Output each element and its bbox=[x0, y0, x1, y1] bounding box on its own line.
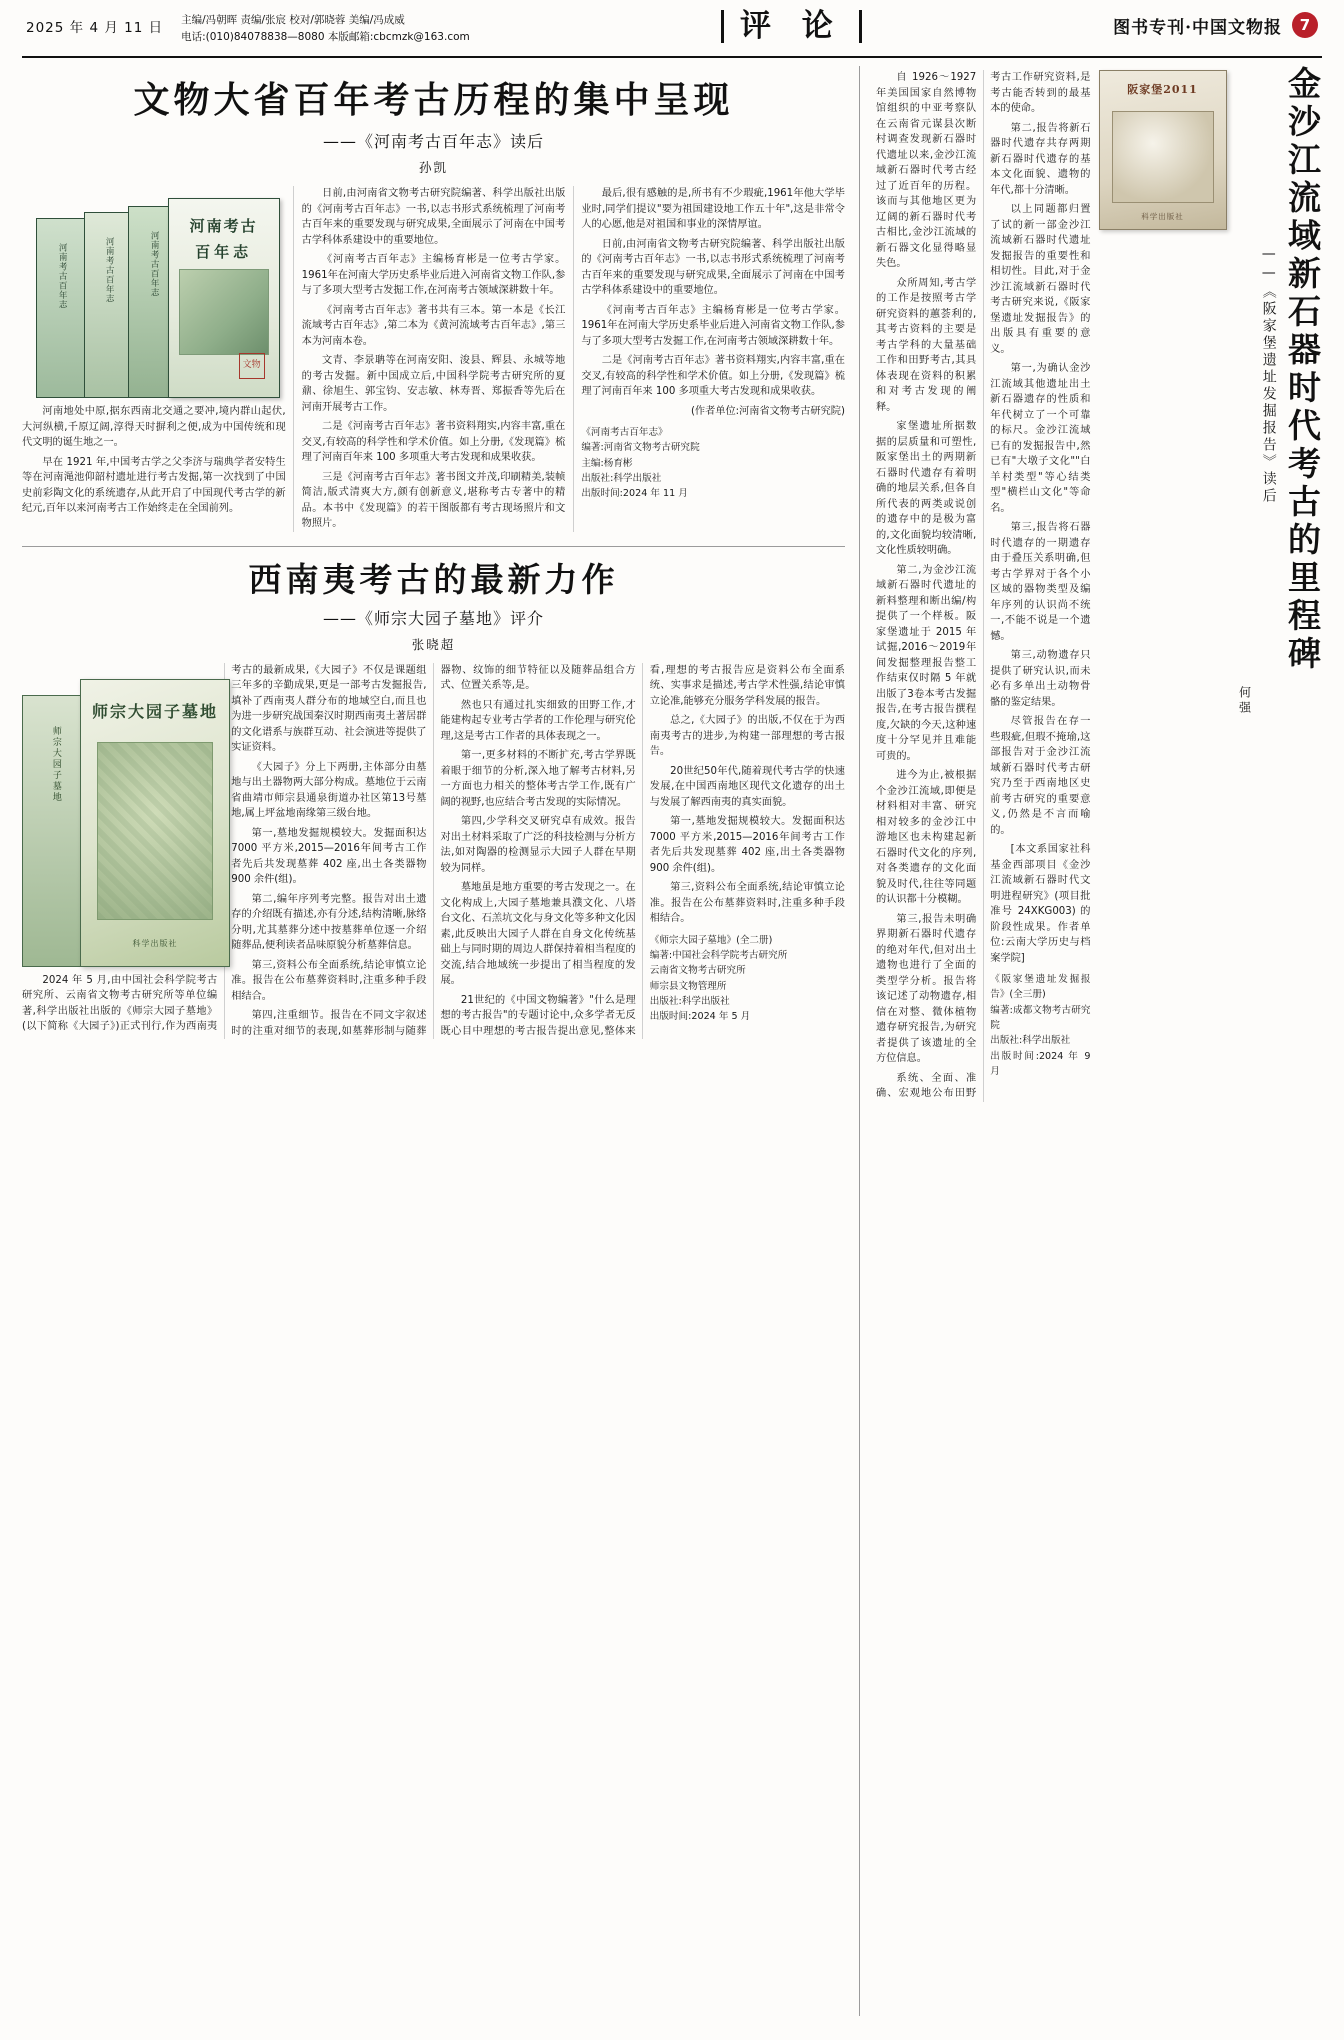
book-spine-1-text: 河南考古百年志 bbox=[57, 243, 68, 310]
paragraph: 《大园子》分上下两册,主体部分由墓地与出土器物两大部分构成。墓地位于云南省曲靖市师宗县通泉街道办社区第13号墓地,属上坪盆地南缘第三级台地。 bbox=[231, 761, 427, 820]
book-cover-report bbox=[1099, 70, 1227, 230]
paragraph: 然也只有通过扎实细致的田野工作,才能建构起专业考古学者的工作伦理与研究伦理,这是考古工作者的具体表现之一。 bbox=[440, 699, 636, 742]
paragraph: 第二,编年序列考完整。报告对出土遗存的介绍既有描述,亦有分述,结构清晰,脉络分明,尤其墓葬分述中按墓葬单位逐一介绍随葬品,便利读者品味原貌分析墓葬信息。 bbox=[231, 893, 427, 952]
paragraph: 众所周知,考古学的工作是按照考古学研究资料的蕙荟利的,其考古资料的主要是考古学科的大量基础工作和田野考古,其具体表现在资料的积累和对考古发现的阐释。 bbox=[876, 277, 977, 413]
colophon-line: 编著:中国社会科学院考古研究所 bbox=[649, 950, 788, 962]
imprint-block bbox=[181, 10, 470, 47]
section-title: 评 论 bbox=[721, 10, 862, 43]
paragraph: 以上同题都归置了试的新一部金沙江流域新石器时代遗址发掘报告的重要性和相切性。目此,对于金沙江流域新石器时代考古研究来说,《阪家堡遗址发掘报告》的出版具有重要的意义。 bbox=[990, 204, 1091, 355]
article-henan-archaeology bbox=[22, 78, 845, 532]
article2-body bbox=[22, 663, 845, 1040]
article3-subhead: ——《阪家堡遗址发掘报告》读后 bbox=[1260, 246, 1277, 505]
book-publisher: 科学出版社 bbox=[1141, 212, 1184, 221]
paragraph: 20世纪50年代,随着现代考古学的快速发展,在中国西南地区现代文化遗存的出土与发展了解西南夷的真实面貌。 bbox=[649, 765, 845, 808]
book-title: 阪家堡2011 bbox=[1127, 83, 1198, 96]
book-title: 师宗大园子墓地 bbox=[91, 701, 219, 721]
paragraph: 第四,少学科交叉研究卓有成效。报告对出土材料采取了广泛的科技检测与分析方法,如对陶器的检测显示大园子人群在早期较为同样。 bbox=[440, 816, 636, 874]
paragraph: 三是《河南考古百年志》著书图文并茂,印刷精美,装帧简洁,版式清爽大方,颜有创新意义,堪称考古专著中的精品。本书中《发现篇》的若干图版都有考古现场照片和文物照片。 bbox=[301, 471, 566, 529]
imprint-line-1: 主编/冯朝晖 责编/张宸 校对/郭晓蓉 美编/冯成威 bbox=[181, 14, 405, 26]
book-spine bbox=[22, 695, 88, 967]
colophon-line: 出版时间:2024 年 9 月 bbox=[990, 1050, 1091, 1078]
colophon-line: 出版时间:2024 年 5 月 bbox=[649, 1011, 751, 1023]
paragraph: 系统、全面、准确、宏观地公布田野考古工作研究资料,是考古能否转到的最基本的使命。 bbox=[876, 72, 1091, 1099]
article3-footnote: [本文系国家社科基金西部项目《金沙江流域新石器时代文明进程研究》(项目批准号 24XKG003) 的阶段性成果。作者单位:云南大学历史与档案学院] bbox=[990, 844, 1091, 964]
paragraph: 进今为止,被根据个金沙江流域,即便是材料相对丰富、研究相对较多的金沙江中游地区也未构建起新石器时代文化的序列,对各类遗存的文化面貌及时代,往往等同题的认识都十分模糊。 bbox=[876, 770, 977, 905]
article1-subhead: ——《河南考古百年志》读后 bbox=[322, 132, 544, 151]
paragraph: 家堡遗址所据数据的层质量和可塑性,阪家堡出土的两期新石器时代遗存有着明确的地层关系,但各自所代表的两类或说创的遗存中的是极为富的,文化面貌均较清晰,文化性质较明确。 bbox=[876, 421, 977, 556]
paragraph: 总之,《大园子》的出版,不仅在于为西南夷考古的进步,为构建一部理想的考古报告。 bbox=[649, 715, 845, 758]
section-title-wrap bbox=[470, 10, 1113, 43]
colophon-line: 师宗县文物管理所 bbox=[649, 980, 727, 992]
article2-colophon bbox=[650, 933, 845, 1025]
publication-name: 图书专刊·中国文物报 bbox=[1113, 17, 1282, 38]
paragraph: 最后,很有感触的是,所书有不少瑕疵,1961年他大学毕业时,同学们提议"要为祖国建设地工作五十年",这是非常令人的心愿,他是对祖国和事业的深情厚谊。 bbox=[581, 188, 845, 230]
imprint-line-2: 电话:(010)84078838—8080 本版邮箱:cbcmzk@163.com bbox=[181, 31, 470, 44]
paragraph: 自 1926～1927 年美国国家自然博物馆组织的中亚考察队在云南省元谋县次断村调查发现新石器时代遗址以来,金沙江流域新石器时代考古经过了近百年的历程。该而与其他地区更为辽阔的新石器时代考古相比,金沙江流域的新石器文化显得略显失色。 bbox=[876, 72, 977, 269]
paragraph: 2024 年 5 月,由中国社会科学院考古研究所、云南省文物考古研究所等单位编著,科学出版社出版的《师宗大园子墓地》(以下简称《大园子》)正式刊行,作为西南夷考古的最新成果,《大园子》不仅是课题组三年多的辛勤成果,更是一部考古发掘报告,填补了西南夷人群分布的地域空白,而且也为进一步研究战国秦汉时期西南夷土著居群的文化谱系与族群互动、社会演进等提供了实证资料。 bbox=[22, 664, 427, 1033]
paragraph: 日前,由河南省文物考古研究院编著、科学出版社出版的《河南考古百年志》一书,以志书形式系统梳理了河南考古百年来的重要发现与研究成果,全面展示了河南在中国考古学科体系建设中的重要地位。 bbox=[301, 188, 566, 246]
paragraph: 《河南考古百年志》著书共有三本。第一本是《长江流域考古百年志》,第二本为《黄河流域考古百年志》,第三本为河南本卷。 bbox=[301, 304, 566, 347]
colophon-line: 出版时间:2024 年 11 月 bbox=[581, 488, 688, 500]
article1-credit: (作者单位:河南省文物考古研究院) bbox=[690, 405, 845, 417]
article2-headline: 西南夷考古的最新力作 bbox=[248, 559, 619, 599]
issue-date: 2025 年 4 月 11 日 bbox=[26, 20, 164, 36]
colophon-line: 《河南考古百年志》 bbox=[581, 427, 668, 438]
paragraph: 第三,动物遗存只提供了研究认识,而未必有多单出土动物骨骼的鉴定结果。 bbox=[990, 650, 1091, 708]
article2-byline: 张晓超 bbox=[411, 636, 456, 652]
colophon-line: 编著:河南省文物考古研究院 bbox=[581, 442, 700, 454]
paragraph: 第三,资料公布全面系统,结论审慎立论准。报告在公布墓葬资料时,注重多种手段相结合。 bbox=[649, 882, 845, 925]
colophon-line: 出版社:科学出版社 bbox=[649, 996, 730, 1008]
book-spine-1 bbox=[36, 218, 88, 398]
paragraph: 二是《河南考古百年志》著书资料翔实,内容丰富,重在交叉,有较高的科学性和学术价值。如上分册,《发现篇》梳理了河南百年来 100 多项重大考古发现和成果收获。 bbox=[301, 421, 566, 463]
paragraph: 第一,墓地发掘规模较大。发掘面积达 7000 平方米,2015—2016年间考古工作者先后共发现墓葬 402 座,出土各类器物 900 余件(组)。 bbox=[649, 816, 845, 874]
paragraph: 《河南考古百年志》主编杨育彬是一位考古学家。1961年在河南大学历史系毕业后进入河南省文物工作队,参与了多项大型考古发掘工作,在河南考古领域深耕数十年。 bbox=[301, 254, 566, 296]
book-title-line2: 百年志 bbox=[195, 243, 253, 261]
right-column bbox=[860, 66, 1320, 2016]
colophon-line: 主编:杨育彬 bbox=[581, 457, 633, 469]
book-spine-3-text: 河南考古百年志 bbox=[149, 231, 160, 298]
book-cover-artwork bbox=[1112, 111, 1214, 203]
book-cover-henan bbox=[36, 188, 286, 398]
paragraph: 第四,注重细节。报告在不同文字叙述时的注重对细节的表现,如墓葬形制与随葬器物、纹饰的细节特征以及随葬品组合方式、位置关系等,是。 bbox=[231, 664, 636, 1037]
colophon-line: 《师宗大园子墓地》(全二册) bbox=[649, 934, 773, 946]
article1-body bbox=[22, 186, 845, 532]
page-number-badge: 7 bbox=[1292, 12, 1318, 38]
paragraph: 墓地虽是地方重要的考古发现之一。在文化构成上,大园子墓地兼具濮文化、八塔台文化、石羔坑文化与身文化等多种文化因素,此反映出大园子人群在自身文化传统基础上与同时期的周边人群保持着相当程度的交流,结合地域统一步提出了相当程度的发展。 bbox=[440, 882, 636, 987]
paragraph: 日前,由河南省文物考古研究院编著、科学出版社出版的《河南考古百年志》一书,以志书形式系统梳理了河南考古百年来的重要发现与研究成果,全面展示了河南在中国考古学科体系建设中的重要地位。 bbox=[581, 238, 845, 296]
article1-headline: 文物大省百年考古历程的集中呈现 bbox=[133, 79, 734, 121]
article-shizong-dayuanzi bbox=[22, 559, 845, 1040]
paragraph: 21世纪的《中国文物编著》"什么是理想的考古报告"的专题讨论中,众多学者无反既心目中理想的考古报告提出意见,整体来看,理想的考古报告应是资料公布全面系统、实事求是描述,考古学术性强,结论审慎立论准,能够充分服务学科发展的报告。 bbox=[440, 664, 845, 1037]
paragraph: 二是《河南考古百年志》著书资料翔实,内容丰富,重在交叉,有较高的科学性和学术价值。如上分册,《发现篇》梳理了河南百年来 100 多项重大考古发现和成果收获。 bbox=[581, 355, 845, 397]
colophon-line: 出版社:科学出版社 bbox=[990, 1035, 1071, 1047]
article1-byline: 孙凯 bbox=[418, 160, 448, 175]
colophon-line: 云南省文物考古研究所 bbox=[649, 965, 746, 977]
paragraph: 第二,报告将新石器时代遗存共存两期新石器时代遗存的基本文化面貌、遗物的年代,都十分清晰。 bbox=[990, 122, 1091, 196]
paragraph: 早在 1921 年,中国考古学之父李济与瑞典学者安特生等在河南渑池仰韶村遗址进行考古发掘,第一次找到了中国史前彩陶文化的系统遗存,从此开启了中国现代考古学的新纪元,百年以来河南考古工作始终走在全国前列。 bbox=[22, 456, 286, 514]
article3-title-block bbox=[1237, 66, 1320, 806]
article1-colophon bbox=[581, 425, 845, 502]
book-spine-2 bbox=[84, 212, 134, 398]
book-cover-artwork bbox=[97, 742, 213, 920]
paragraph: 尽管报告在存一些瑕疵,但瑕不掩瑜,这部报告对于金沙江流域新石器时代考古研究乃至于西南地区史前考古研究的重要意义,仍然是不言而喻的。 bbox=[990, 716, 1091, 836]
paragraph: 第三,报告未明确界期新石器时代遗存的绝对年代,但对出土遗物也进行了全面的类型学分析。报告将该记述了动物遗存,相信在对整、微体植物遗存研究报告,为研究者提供了该遗址的全方位信息。 bbox=[876, 913, 977, 1064]
paragraph: 第一,墓地发掘规模较大。发掘面积达 7000 平方米,2015—2016年间考古工作者先后共发现墓葬 402 座,出土各类器物 900 余件(组)。 bbox=[231, 827, 427, 886]
paragraph: 第三,报告将石器时代遗存的一期遗存由于叠压关系明确,但考古学界对于各个小区域的器物类型及编年序列的认识尚不统一,不能不说是一个遗憾。 bbox=[990, 522, 1091, 642]
book-cover-shizong bbox=[22, 667, 242, 967]
book-spine-text: 师宗大园子墓地 bbox=[50, 725, 61, 803]
article3-headline: 金沙江流域新石器时代考古的里程碑 bbox=[1283, 66, 1322, 674]
article3-body bbox=[876, 66, 1091, 1102]
left-column bbox=[22, 66, 860, 2016]
paragraph: 第一,更多材料的不断扩充,考古学界既着眼于细节的分析,深入地了解考古材料,另一方面也力相关的整体考古学工作,既有广阔的视野,也应结合考古发现的实际情况。 bbox=[440, 750, 636, 808]
paragraph: 《河南考古百年志》主编杨育彬是一位考古学家。1961年在河南大学历史系毕业后进入河南省文物工作队,参与了多项大型考古发掘工作,在河南考古领域深耕数十年。 bbox=[581, 304, 845, 347]
brand-block bbox=[1113, 10, 1318, 38]
masthead bbox=[22, 0, 1322, 58]
book-front-cover bbox=[168, 198, 280, 398]
book-front-cover bbox=[80, 679, 230, 967]
article3-colophon bbox=[990, 972, 1090, 1079]
colophon-line: 《阪家堡遗址发掘报告》(全三册) bbox=[990, 974, 1091, 1001]
paragraph: 第三,资料公布全面系统,结论审慎立论准。报告在公布墓葬资料时,注重多种手段相结合。 bbox=[231, 959, 427, 1002]
paragraph: 文青、李景聃等在河南安阳、浚县、辉县、永城等地的考古发掘。新中国成立后,中国科学院考古研究所的夏鼐、徐旭生、郭宝钧、安志敏、林寿晋、郑振香等先后在河南开展考古工作。 bbox=[301, 355, 566, 413]
book-title-line1: 河南考古 bbox=[189, 217, 258, 235]
colophon-line: 编著:成都文物考古研究院 bbox=[990, 1004, 1091, 1032]
paragraph: 第二,为金沙江流域新石器时代遗址的新料整理和断出编/构提供了一个样板。阪家堡遗址于 2015 年试掘,2016～2019年间发掘整理报告整工作结束仅时隔 5 年就出版了3卷本考古发掘报告,在考古报告撰程度,欠缺的今天,这种速度十分罕见并且难能可贵的。 bbox=[876, 564, 977, 762]
book-cover-artwork bbox=[179, 269, 269, 355]
paragraph: 第一,为确认金沙江流域其他遗址出土新石器遗存的性质和年代树立了一个可靠的标尺。金沙江流域已有的发掘报告中,然已有"大墩子文化""白羊村类型"等心结类型"横栏山文化"等命名。 bbox=[990, 363, 1091, 514]
article3-byline: 何强 bbox=[1237, 686, 1252, 716]
book-publisher: 科学出版社 bbox=[132, 938, 178, 948]
book-seal: 文物 bbox=[239, 353, 265, 379]
paragraph: 河南地处中原,据东西南北交通之要冲,境内群山起伏,大河纵横,千原辽阔,淳得天时摒利之便,成为中国传统和现代文明的诞生地之一。 bbox=[22, 406, 286, 448]
page-body bbox=[22, 66, 1322, 2016]
article2-subhead: ——《师宗大园子墓地》评介 bbox=[322, 608, 544, 628]
book-spine-2-text: 河南考古百年志 bbox=[104, 237, 115, 304]
article-divider bbox=[22, 546, 845, 547]
colophon-line: 出版社:科学出版社 bbox=[581, 473, 662, 485]
